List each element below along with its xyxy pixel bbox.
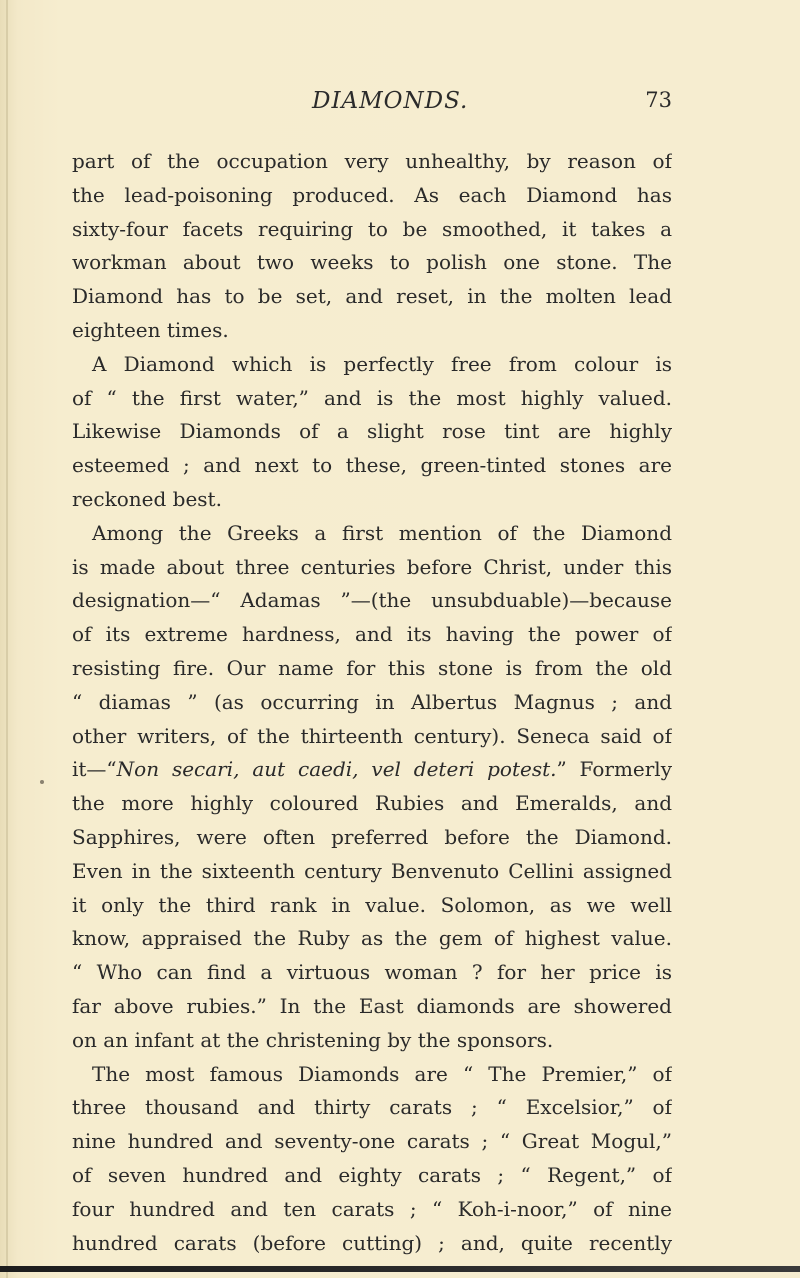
text-line: the lead-poisoning produced. As each Diamond has	[72, 182, 672, 207]
text-line: of seven hundred and eighty carats ; “ Regent,” of	[72, 1162, 672, 1187]
text-line: resisting fire. Our name for this stone is from the old	[72, 655, 672, 680]
text-line: A Diamond which is perfectly free from colour is	[92, 351, 672, 376]
text-line: nine hundred and seventy-one carats ; “ Great Mogul,”	[72, 1129, 672, 1154]
running-head-title: DIAMONDS.	[312, 88, 469, 114]
margin-speck	[40, 780, 44, 784]
text-line: workman about two weeks to polish one stone. The	[72, 250, 672, 275]
text-line: Even in the sixteenth century Benvenuto Cellini assigned	[72, 858, 672, 883]
text-line: of “ the first water,” and is the most highly valued.	[72, 385, 672, 410]
text-line: eighteen times.	[72, 317, 229, 342]
running-head	[72, 88, 672, 118]
body-text	[72, 145, 672, 1260]
text-line: Among the Greeks a first mention of the Diamond	[92, 520, 672, 545]
text-line: “ diamas ” (as occurring in Albertus Magnus ; and	[72, 689, 672, 714]
text-line: four hundred and ten carats ; “ Koh-i-noor,” of nine	[72, 1196, 672, 1221]
text-line: three thousand and thirty carats ; “ Excelsior,” of	[72, 1095, 672, 1120]
text-line: part of the occupation very unhealthy, by reason of	[72, 149, 672, 173]
text-line: of its extreme hardness, and its having the power of	[72, 622, 672, 647]
text-line-latin-quote	[72, 753, 672, 787]
text-line: Diamond has to be set, and reset, in the molten lead	[72, 284, 672, 309]
text-line: is made about three centuries before Christ, under this	[72, 554, 672, 579]
text-line: Likewise Diamonds of a slight rose tint are highly	[72, 419, 672, 444]
text-line: designation—“ Adamas ”—(the unsubduable)—because	[72, 588, 672, 613]
text-line: Sapphires, were often preferred before the Diamond.	[72, 824, 672, 849]
text-line: The most famous Diamonds are “ The Premier,” of	[92, 1061, 672, 1086]
page-bottom-edge	[0, 1266, 800, 1272]
text-line: sixty-four facets requiring to be smoothed, it takes a	[72, 216, 672, 241]
latin-phrase: Non secari, aut caedi, vel deteri potest.	[116, 757, 557, 782]
text-line: know, appraised the Ruby as the gem of highest value.	[72, 926, 672, 951]
text-line: esteemed ; and next to these, green-tinted stones are	[72, 453, 672, 478]
text-line: hundred carats (before cutting) ; and, quite recently	[72, 1230, 672, 1255]
page-number: 73	[645, 88, 672, 112]
latin-quote-text: it—“Non secari, aut caedi, vel deteri potest.” Formerly	[72, 757, 672, 782]
page-gutter	[6, 0, 8, 1278]
text-line: it only the third rank in value. Solomon, as we well	[72, 892, 672, 917]
text-line: on an infant at the christening by the sponsors.	[72, 1027, 554, 1052]
text-line: other writers, of the thirteenth century). Seneca said of	[72, 723, 672, 748]
text-line: “ Who can find a virtuous woman ? for her price is	[72, 960, 672, 985]
text-line: reckoned best.	[72, 486, 222, 511]
text-line: far above rubies.” In the East diamonds are showered	[72, 993, 672, 1018]
text-line: the more highly coloured Rubies and Emeralds, and	[72, 791, 672, 816]
